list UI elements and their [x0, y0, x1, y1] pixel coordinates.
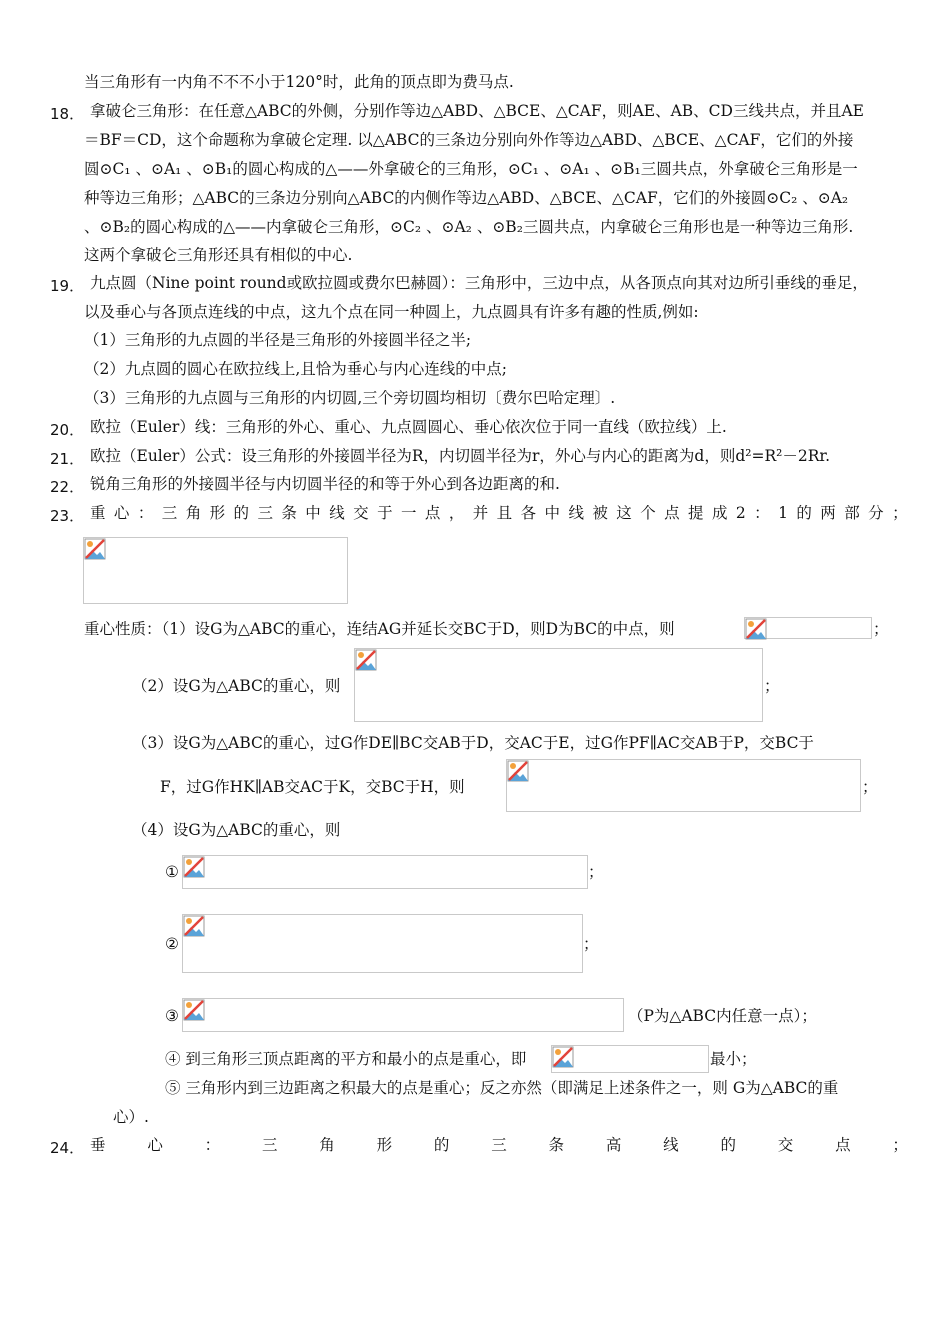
spaced-char: 三: [257, 504, 273, 522]
centroid-property-3-line-2: F，过G作HK∥AB交AC于K，交BC于H，则: [160, 778, 465, 796]
spaced-char: 提: [688, 504, 704, 522]
spaced-char: 并: [472, 504, 489, 522]
item-number-18: 18．: [50, 105, 85, 123]
sub-item-3-note: （P为△ABC内任意一点）；: [628, 1007, 817, 1025]
spaced-char: 角: [319, 1136, 335, 1154]
item-number-23: 23．: [50, 507, 85, 525]
item-number-20: 20．: [50, 421, 85, 439]
item-number-22: 22．: [50, 478, 85, 496]
broken-image-icon: [355, 649, 377, 671]
spaced-char: ，: [448, 504, 465, 522]
sub-item-4: ④ 到三角形三顶点距离的平方和最小的点是重心，即: [165, 1050, 527, 1068]
circled-number-3: ③: [165, 1007, 179, 1025]
semicolon: ；: [862, 778, 878, 796]
spaced-char: 中: [305, 504, 321, 522]
spaced-char: 心: [113, 504, 130, 522]
spaced-char: 点: [664, 504, 680, 522]
spaced-char: 形: [209, 504, 226, 522]
spaced-char: 这: [616, 504, 632, 522]
spaced-char: 的: [796, 504, 812, 522]
item-19-line-3: （1）三角形的九点圆的半径是三角形的外接圆半径之半;: [84, 331, 472, 349]
sub-item-5-line-2: 心）.: [113, 1108, 149, 1126]
spaced-char: 高: [605, 1136, 622, 1154]
item-number-24: 24．: [50, 1139, 85, 1157]
spaced-char: ：: [754, 504, 770, 522]
spaced-char: 点: [424, 504, 441, 522]
semicolon: ；: [764, 677, 780, 695]
sub-item-4-end: 最小；: [710, 1050, 757, 1068]
spaced-char: 交: [353, 504, 369, 522]
spaced-char: 的: [233, 504, 250, 522]
item-20-line: 欧拉（Euler）线：三角形的外心、重心、九点圆圆心、垂心依次位于同一直线（欧拉线）上.: [90, 418, 727, 436]
spaced-char: 中: [544, 504, 561, 522]
spaced-char: 各: [520, 504, 537, 522]
image-placeholder: [83, 537, 348, 604]
spaced-char: 交: [777, 1136, 794, 1154]
spaced-char: 心: [147, 1136, 163, 1154]
semicolon: ；: [873, 620, 889, 638]
centroid-property-3-line-1: （3）设G为△ABC的重心，过G作DE∥BC交AB于D，交AC于E，过G作PF∥AC交AB于P，交BC于: [132, 734, 814, 752]
broken-image-icon: [183, 856, 205, 878]
spaced-char: ：: [137, 504, 154, 522]
image-placeholder: [182, 914, 583, 973]
spaced-char: 三: [261, 1136, 278, 1154]
intro-line: 当三角形有一内角不不不小于120°时，此角的顶点即为费马点.: [84, 73, 514, 91]
item-18-line-3: 圆⊙C₁ 、⊙A₁ 、⊙B₁的圆心构成的△——外拿破仑的三角形，⊙C₁ 、⊙A₁ 、⊙B₁三圆共点，外拿破仑三角形是一: [84, 160, 858, 178]
spaced-char: 角: [185, 504, 202, 522]
image-placeholder: [744, 617, 872, 639]
image-placeholder: [354, 648, 763, 722]
spaced-char: 形: [376, 1136, 393, 1154]
spaced-char: ；: [892, 1136, 908, 1154]
broken-image-icon: [745, 618, 767, 640]
spaced-char: 三: [161, 504, 178, 522]
centroid-property-2: （2）设G为△ABC的重心，则: [132, 677, 341, 695]
semicolon: ；: [588, 863, 604, 881]
spaced-char: 1: [778, 504, 788, 522]
spaced-char: 线: [663, 1136, 679, 1154]
image-placeholder: [506, 759, 861, 812]
image-placeholder: [182, 998, 624, 1032]
broken-image-icon: [507, 760, 529, 782]
item-19-line-4: （2）九点圆的圆心在欧拉线上,且恰为垂心与内心连线的中点;: [84, 360, 508, 378]
spaced-char: 成: [711, 504, 728, 522]
centroid-property-1: 重心性质：（1）设G为△ABC的重心，连结AG并延长交BC于D，则D为BC的中点，则: [84, 620, 675, 638]
item-21-line: 欧拉（Euler）公式：设三角形的外接圆半径为R，内切圆半径为r，外心与内心的距离为d，则d²=R²－2Rr.: [90, 447, 831, 465]
circled-number-2: ②: [165, 935, 179, 953]
spaced-char: 重: [90, 504, 106, 522]
spaced-char: 垂: [90, 1136, 106, 1154]
spaced-char: 条: [548, 1136, 565, 1154]
item-19-line-1: 九点圆（Nine point round或欧拉圆或费尔巴赫圆）：三角形中，三边中点，从各顶点向其对边所引垂线的垂足，: [90, 274, 868, 292]
spaced-char: ：: [204, 1136, 221, 1154]
sub-item-5-line-1: ⑤ 三角形内到三边距离之积最大的点是重心；反之亦然（即满足上述条件之一，则 G为△ABC的重: [165, 1079, 839, 1097]
item-18-line-4: 种等边三角形；△ABC的三条边分别向△ABC的内侧作等边△ABD、△BCE、△CAF，它们的外接圆⊙C₂ 、⊙A₂: [84, 189, 849, 207]
spaced-char: 一: [400, 504, 417, 522]
centroid-property-4: （4）设G为△ABC的重心，则: [132, 821, 341, 839]
spaced-char: 的: [433, 1136, 450, 1154]
item-18-line-1: 拿破仑三角形：在任意△ABC的外侧，分别作等边△ABD、△BCE、△CAF，则AE、AB、CD三线共点，并且AE: [90, 102, 864, 120]
spaced-char: 点: [835, 1136, 851, 1154]
item-19-line-5: （3）三角形的九点圆与三角形的内切圆,三个旁切圆均相切〔费尔巴哈定理〕.: [84, 389, 616, 407]
broken-image-icon: [183, 915, 205, 937]
item-19-line-2: 以及垂心与各顶点连线的中点，这九个点在同一种圆上，九点圆具有许多有趣的性质,例如:: [84, 303, 699, 321]
spaced-char: 2: [735, 504, 746, 522]
spaced-char: 被: [592, 504, 608, 522]
image-placeholder: [182, 855, 588, 889]
spaced-char: 线: [329, 504, 345, 522]
spaced-char: 部: [844, 504, 860, 522]
item-number-21: 21．: [50, 450, 85, 468]
spaced-char: 三: [491, 1136, 507, 1154]
item-24-line: [90, 1135, 908, 1155]
spaced-char: 分: [868, 504, 884, 522]
item-22-line: 锐角三角形的外接圆半径与内切圆半径的和等于外心到各边距离的和.: [90, 475, 560, 493]
broken-image-icon: [84, 538, 106, 560]
broken-image-icon: [552, 1046, 574, 1068]
broken-image-icon: [183, 999, 205, 1021]
item-18-line-6: 这两个拿破仑三角形还具有相似的中心.: [84, 246, 353, 264]
spaced-char: 两: [820, 504, 836, 522]
item-18-line-2: ＝BF＝CD，这个命题称为拿破仑定理. 以△ABC的三条边分别向外作等边△ABD、△BCE、△CAF，它们的外接: [84, 131, 854, 149]
item-number-19: 19．: [50, 277, 85, 295]
spaced-char: 个: [640, 504, 656, 522]
item-23-line: [90, 503, 908, 523]
semicolon: ；: [583, 935, 599, 953]
spaced-char: 线: [568, 504, 584, 522]
spaced-char: 且: [496, 504, 513, 522]
spaced-char: 条: [281, 504, 297, 522]
spaced-char: 于: [377, 504, 393, 522]
item-18-line-5: 、⊙B₂的圆心构成的△——内拿破仑三角形，⊙C₂ 、⊙A₂ 、⊙B₂三圆共点，内拿破仑三角形也是一种等边三角形.: [84, 218, 854, 236]
image-placeholder: [551, 1045, 709, 1073]
spaced-char: ；: [892, 504, 908, 522]
circled-number-1: ①: [165, 863, 179, 881]
spaced-char: 的: [720, 1136, 736, 1154]
